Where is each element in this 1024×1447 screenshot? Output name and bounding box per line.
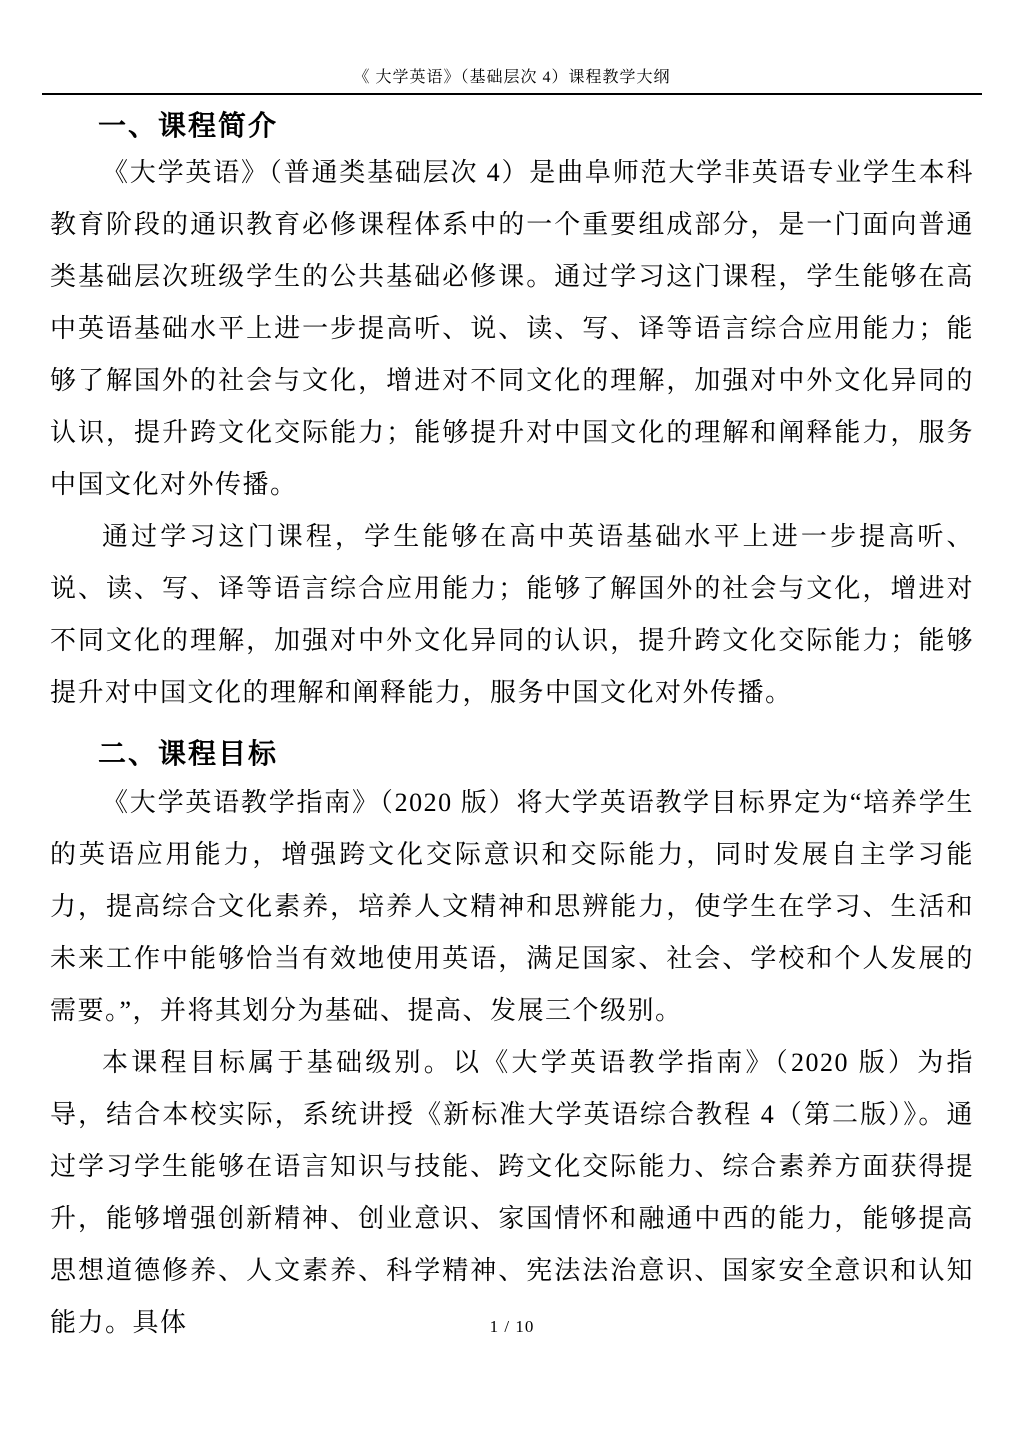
page-footer xyxy=(0,1317,1024,1337)
paragraph: 《大学英语教学指南》（2020 版）将大学英语教学目标界定为“培养学生的英语应用能力，增强跨文化交际意识和交际能力，同时发展自主学习能力，提高综合文化素养，培养人文精神和思辨能力，使学生在学习、生活和未来工作中能够恰当有效地使用英语，满足国家、社会、学校和个人发展的需要。”，并将其划分为基础、提高、发展三个级别。 xyxy=(50,788,974,1025)
header-title: 《 大学英语》（基础层次 4）课程教学大纲 xyxy=(353,69,671,86)
paragraph: 本课程目标属于基础级别。以《大学英语教学指南》（2020 版）为指导，结合本校实际，系统讲授《新标准大学英语综合教程 4（第二版）》。通过学习学生能够在语言知识与技能、跨文化交际能力、综合素养方面获得提升，能够增强创新精神、创业意识、家国情怀和融通中西的能力，能够提高思想道德修养、人文素养、科学精神、宪法法治意识、国家安全意识和认知能力。具体 xyxy=(50,1048,974,1337)
paragraph: 通过学习这门课程，学生能够在高中英语基础水平上进一步提高听、说、读、写、译等语言综合应用能力；能够了解国外的社会与文化，增进对不同文化的理解，加强对中外文化异同的认识，提升跨文化交际能力；能够提升对中国文化的理解和阐释能力，服务中国文化对外传播。 xyxy=(50,522,974,707)
page-header xyxy=(42,0,982,95)
document-body xyxy=(50,109,974,1349)
section-heading-course-goals: 二、课程目标 xyxy=(98,739,279,770)
page-number: 1 / 10 xyxy=(489,1317,535,1336)
section-heading-course-intro: 一、课程简介 xyxy=(98,111,279,142)
paragraph: 《大学英语》（普通类基础层次 4）是曲阜师范大学非英语专业学生本科教育阶段的通识教育必修课程体系中的一个重要组成部分，是一门面向普通类基础层次班级学生的公共基础必修课。通过学习这门课程，学生能够在高中英语基础水平上进一步提高听、说、读、写、译等语言综合应用能力；能够了解国外的社会与文化，增进对不同文化的理解，加强对中外文化异同的认识，提升跨文化交际能力；能够提升对中国文化的理解和阐释能力，服务中国文化对外传播。 xyxy=(50,158,974,499)
